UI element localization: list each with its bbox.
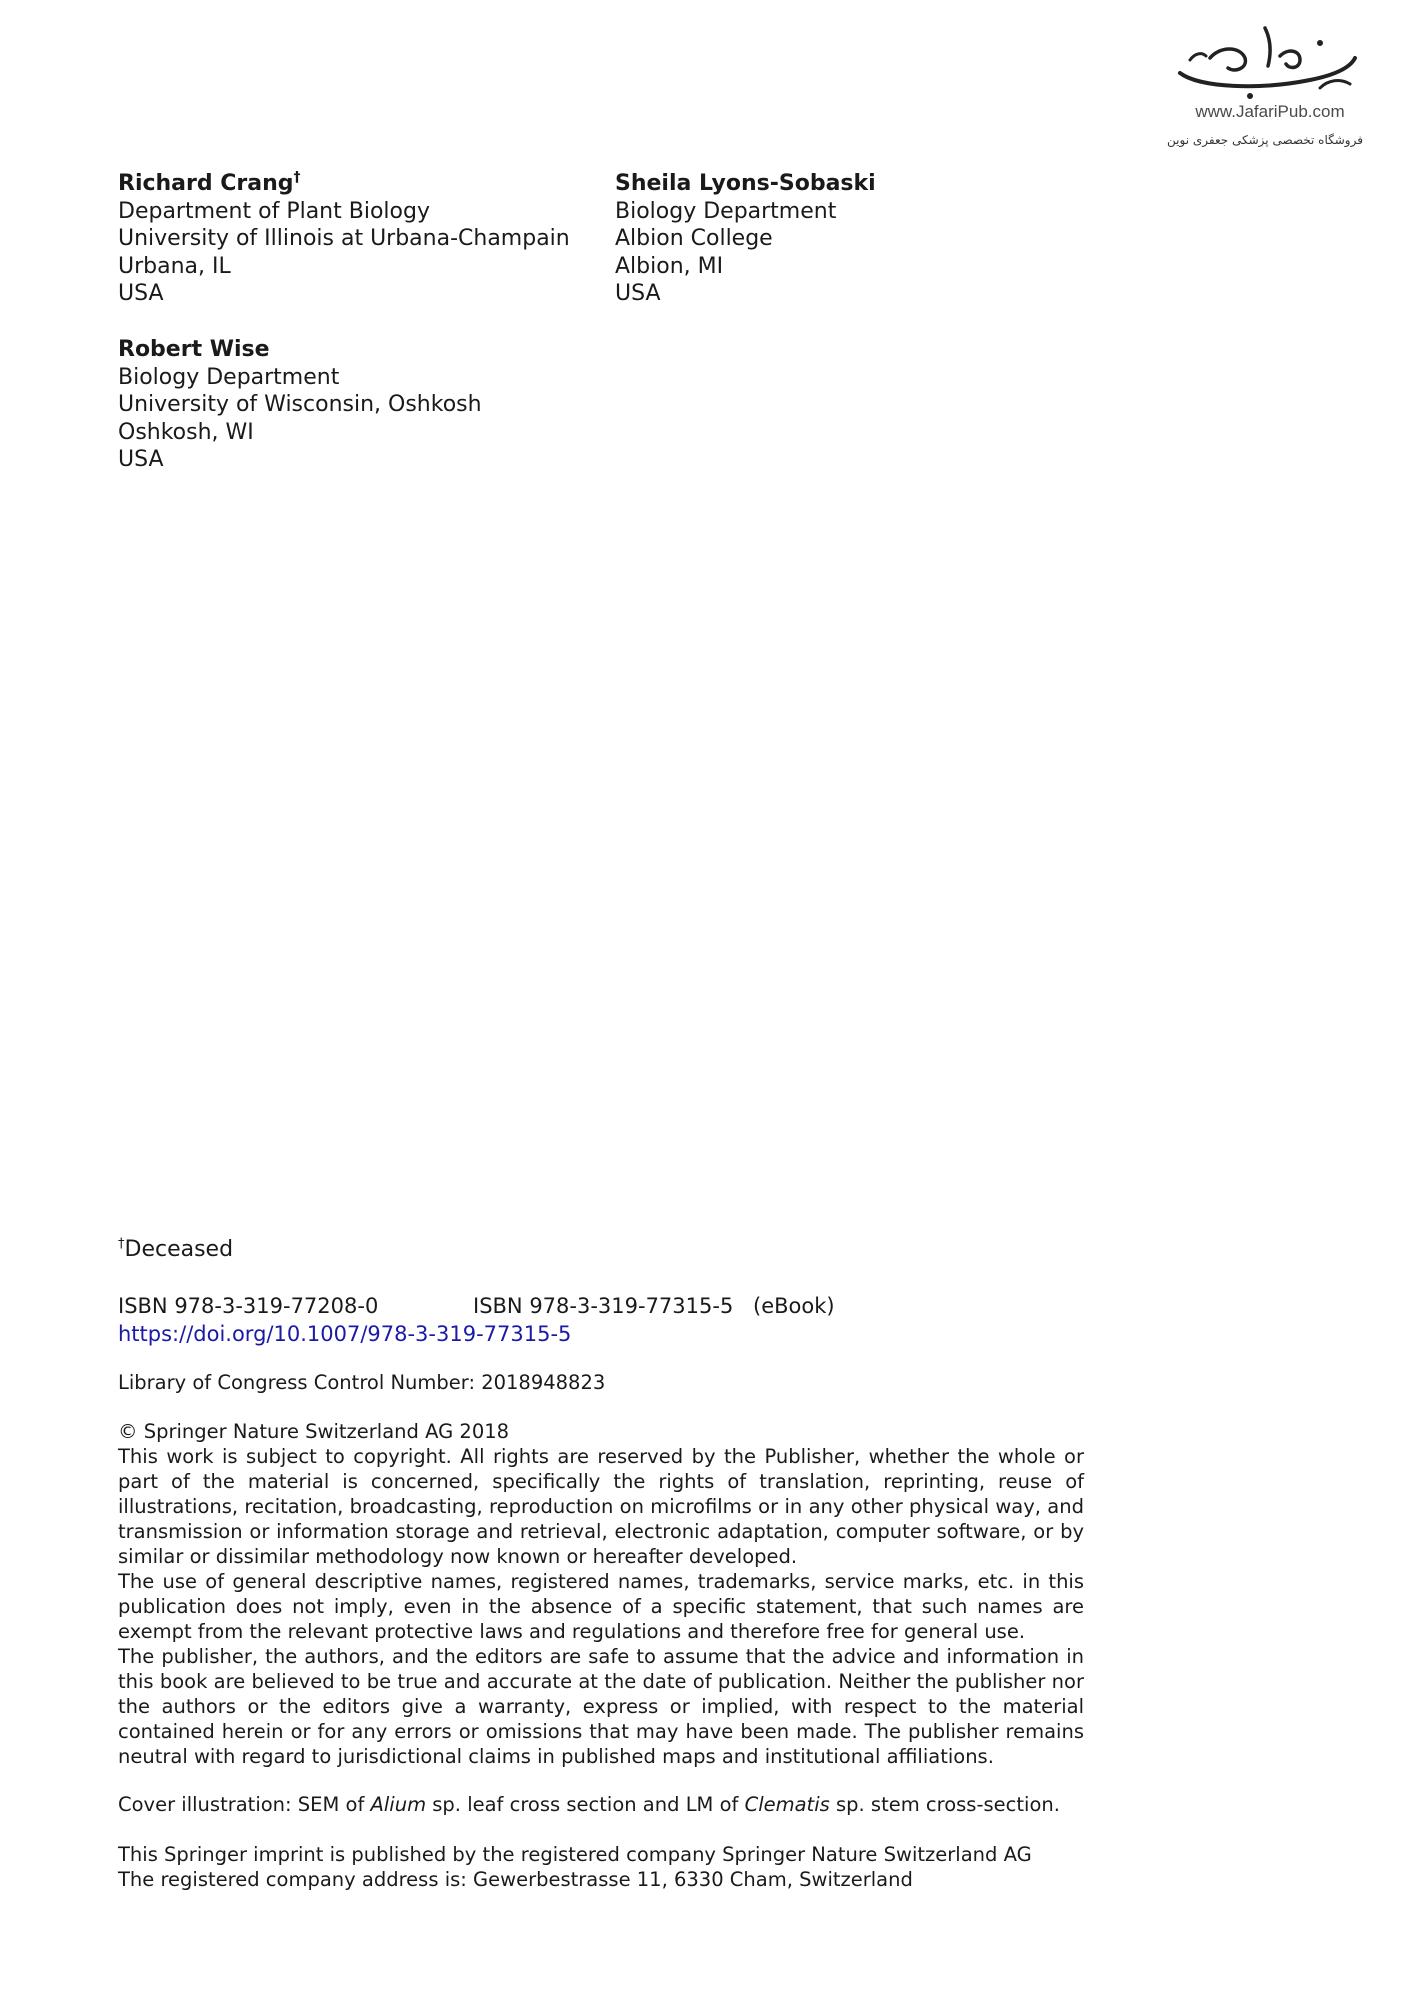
- author-affiliation-line: Department of Plant Biology: [118, 198, 430, 224]
- author-block: [615, 170, 876, 308]
- author-affiliation-line: Albion, MI: [615, 253, 724, 279]
- author-name: Richard Crang†: [118, 169, 301, 196]
- publisher-logo: [1150, 18, 1380, 158]
- lccn-line: Library of Congress Control Number: 2018948823: [118, 1371, 606, 1394]
- author-name: Sheila Lyons-Sobaski: [615, 171, 876, 196]
- author-affiliation-line: University of Illinois at Urbana-Champain: [118, 226, 570, 251]
- cover-text: Cover illustration: SEM of: [118, 1793, 371, 1816]
- isbn-block: [118, 1292, 1084, 1348]
- cover-text: sp. stem cross-section.: [829, 1793, 1060, 1816]
- deceased-footnote: [118, 1237, 1084, 1262]
- cover-genus: Alium: [370, 1793, 427, 1816]
- author-affiliation-line: Oshkosh, WI: [118, 419, 254, 445]
- calligraphy-logo-icon: [1150, 18, 1380, 103]
- cover-illustration-note: [118, 1792, 1084, 1817]
- imprint-line: This Springer imprint is published by the registered company Springer Nature Switzerland AG: [118, 1843, 1032, 1866]
- author-affiliation-line: University of Wisconsin, Oshkosh: [118, 392, 482, 417]
- deceased-mark: †: [293, 169, 301, 186]
- author-affiliation-line: USA: [118, 447, 164, 472]
- watermark-tagline: فروشگاه تخصصی پزشکی جعفری نوین: [1167, 133, 1363, 147]
- author-affiliation-line: Biology Department: [118, 364, 340, 390]
- watermark-url: www.JafariPub.com: [1195, 102, 1345, 121]
- cover-text: sp. leaf cross section and LM of: [426, 1793, 745, 1816]
- copyright-paragraph: The publisher, the authors, and the editors are safe to assume that the advice and information in this book are believed to be true and accurate at the date of publication. Neither the publisher nor the authors or the editors give a warranty, express or implied, with respect to the material contained herein or for any errors or omissions that may have been made. The publisher remains neutral with regard to jurisdictional claims in published maps and institutional affiliations.: [118, 1645, 1084, 1768]
- copyright-paragraph: The use of general descriptive names, registered names, trademarks, service marks, etc. in this publication does not imply, even in the absence of a specific statement, that such names are exempt from the relevant protective laws and regulations and therefore free for general use.: [118, 1570, 1084, 1643]
- footnote-mark: †: [118, 1236, 125, 1252]
- author-affiliation-line: Albion College: [615, 226, 773, 251]
- copyright-line: © Springer Nature Switzerland AG 2018: [118, 1420, 510, 1443]
- copyright-paragraph: This work is subject to copyright. All rights are reserved by the Publisher, whether the whole or part of the material is concerned, specifically the rights of translation, reprinting, reuse of illustrations, recitation, broadcasting, reproduction on microfilms or in any other physical way, and transmission or information storage and retrieval, electronic adaptation, computer software, or by similar or dissimilar methodology now known or hereafter developed.: [118, 1445, 1084, 1568]
- imprint-block: [118, 1842, 1084, 1892]
- author-affiliation-line: USA: [615, 281, 661, 306]
- author-block: [118, 336, 482, 474]
- author-affiliation-line: USA: [118, 281, 164, 306]
- isbn-ebook-note: (eBook): [753, 1294, 835, 1318]
- author-name: Robert Wise: [118, 337, 270, 362]
- isbn-ebook: ISBN 978-3-319-77315-5: [473, 1294, 734, 1318]
- author-affiliation-line: Urbana, IL: [118, 253, 231, 279]
- author-block: [118, 170, 570, 308]
- imprint-address: The registered company address is: Gewerbestrasse 11, 6330 Cham, Switzerland: [118, 1868, 913, 1891]
- author-affiliation-line: Biology Department: [615, 198, 837, 224]
- cover-genus: Clematis: [744, 1793, 830, 1816]
- footnote-text: Deceased: [124, 1237, 234, 1262]
- isbn-print: ISBN 978-3-319-77208-0: [118, 1294, 379, 1318]
- doi-link[interactable]: https://doi.org/10.1007/978-3-319-77315-5: [118, 1322, 572, 1346]
- copyright-block: [118, 1419, 1084, 1769]
